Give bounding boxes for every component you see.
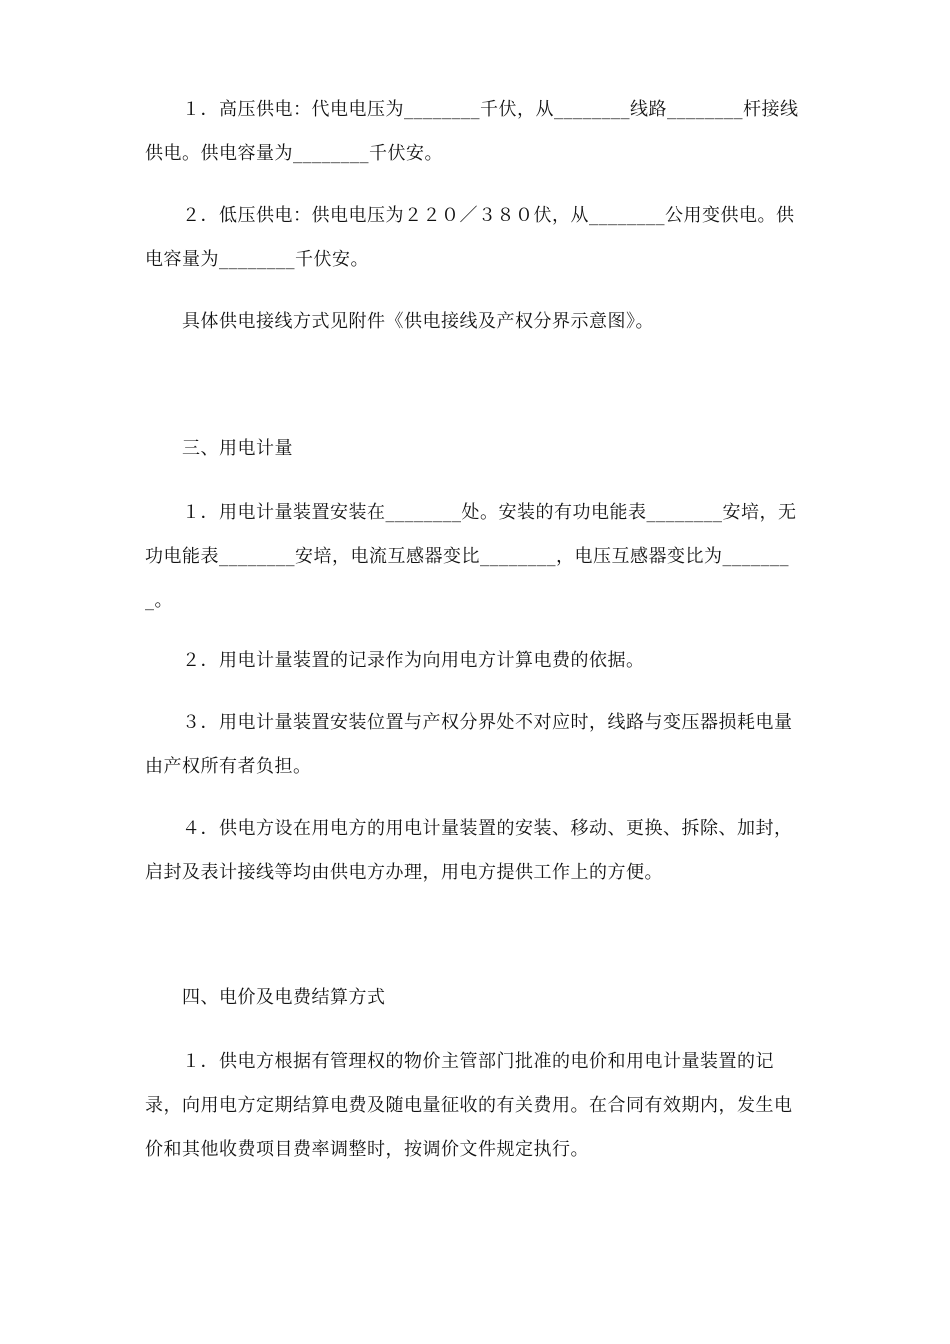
paragraph-high-voltage-supply: １．高压供电：代电电压为________千伏，从________线路________杆接线供电。供电容量为________千伏安。	[145, 99, 799, 164]
paragraph-low-voltage-supply: ２．低压供电：供电电压为２２０／３８０伏，从________公用变供电。供电容量为________千伏安。	[145, 205, 795, 270]
paragraph-metering-handling: ４．供电方设在用电方的用电计量装置的安装、移动、更换、拆除、加封，启封及表计接线等均由供电方办理，用电方提供工作上的方便。	[145, 818, 793, 883]
paragraph-metering-loss: ３．用电计量装置安装位置与产权分界处不对应时，线路与变压器损耗电量由产权所有者负担。	[145, 712, 793, 777]
section-heading-metering: 三、用电计量	[182, 438, 293, 459]
paragraph-metering-record: ２．用电计量装置的记录作为向用电方计算电费的依据。	[182, 650, 645, 671]
paragraph-wiring-attachment: 具体供电接线方式见附件《供电接线及产权分界示意图》。	[182, 311, 654, 332]
paragraph-metering-install: １．用电计量装置安装在________处。安装的有功电能表________安培，无功电能表________安培，电流互感器变比________，电压互感器变比为________。	[145, 502, 797, 611]
section-heading-pricing: 四、电价及电费结算方式	[182, 987, 386, 1008]
paragraph-pricing-settlement: １．供电方根据有管理权的物价主管部门批准的电价和用电计量装置的记录，向用电方定期结算电费及随电量征收的有关费用。在合同有效期内，发生电价和其他收费项目费率调整时，按调价文件规定执行。	[145, 1051, 793, 1160]
